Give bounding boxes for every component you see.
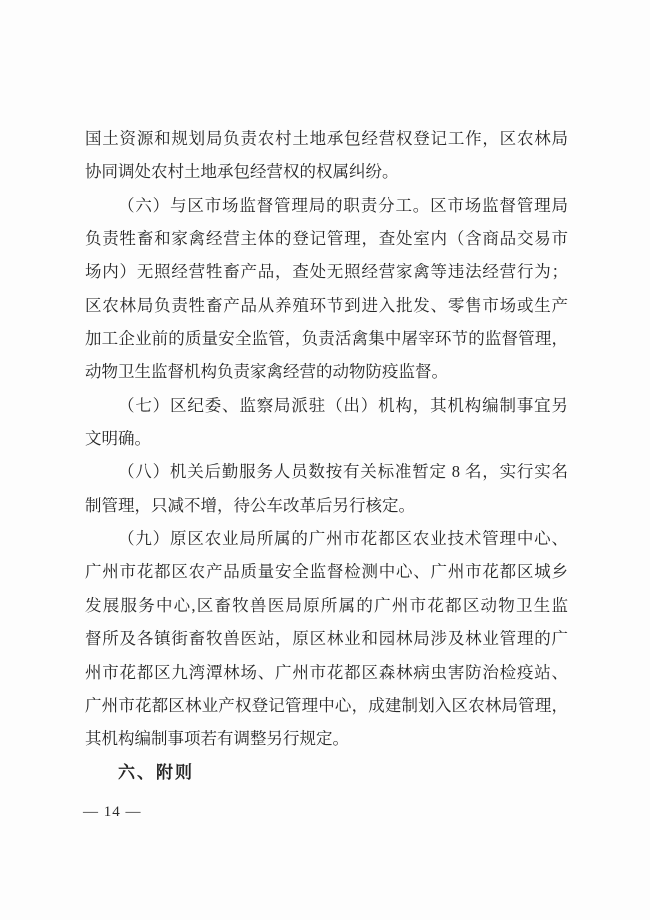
text-line: （八）机关后勤服务人员数按有关标准暂定 8 名，实行实名 [118, 462, 568, 482]
text-line: 动物卫生监督机构负责家禽经营的动物防疫监督。 [85, 362, 448, 382]
text-line: 州市花都区九湾潭林场、广州市花都区森林病虫害防治检疫站、 [85, 662, 568, 682]
text-line: 六、附则 [118, 762, 194, 782]
text-line: 广州市花都区林业产权登记管理中心，成建制划入区农林局管理， [85, 695, 568, 715]
text-line: 广州市花都区农产品质量安全监督检测中心、广州市花都区城乡 [85, 562, 568, 582]
text-line: 其机构编制事项若有调整另行规定。 [85, 729, 349, 749]
text-line: 场内）无照经营牲畜产品，查处无照经营家禽等违法经营行为； [85, 262, 568, 282]
page-number: — 14 — [83, 804, 142, 820]
text-line: 发展服务中心,区畜牧兽医局原所属的广州市花都区动物卫生监 [85, 595, 568, 615]
text-line: 制管理，只减不增，待公车改革后另行核定。 [85, 495, 415, 515]
document-body [85, 122, 568, 789]
text-line: （九）原区农业局所属的广州市花都区农业技术管理中心、 [118, 529, 568, 549]
text-line: 协同调处农村土地承包经营权的权属纠纷。 [85, 162, 399, 182]
text-line: 加工企业前的质量安全监管，负责活禽集中屠宰环节的监督管理， [85, 329, 568, 349]
text-line: 文明确。 [85, 429, 151, 449]
text-line: （七）区纪委、监察局派驻（出）机构，其机构编制事宜另 [118, 395, 568, 415]
text-line: 负责牲畜和家禽经营主体的登记管理，查处室内（含商品交易市 [85, 229, 568, 249]
text-line: 区农林局负责牲畜产品从养殖环节到进入批发、零售市场或生产 [85, 295, 568, 315]
text-line: 督所及各镇街畜牧兽医站，原区林业和园林局涉及林业管理的广 [85, 629, 568, 649]
text-line: 国土资源和规划局负责农村土地承包经营权登记工作，区农林局 [85, 129, 568, 148]
text-line: （六）与区市场监督管理局的职责分工。区市场监督管理局 [118, 195, 568, 215]
